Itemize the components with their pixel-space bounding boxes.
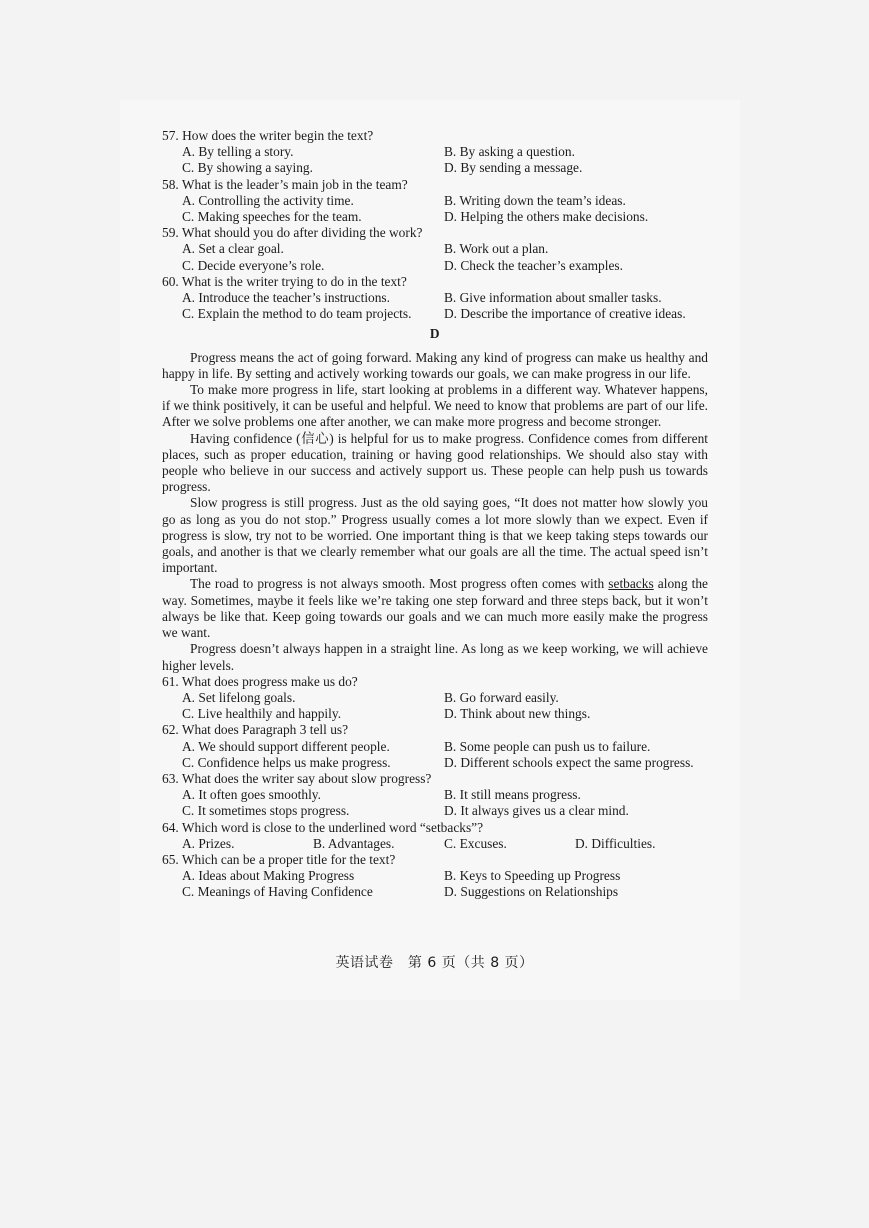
paragraph-3: Having confidence (信心) is helpful for us to make progress. Confidence comes from different places, such as proper education, training or having good relationships. We should also stay with people who believe in our success and actively support us. These people can help push us towards progress. <box>162 430 708 495</box>
page-footer: 英语试卷 第 6 页（共 8 页） <box>335 955 534 971</box>
option-b: B. Keys to Speeding up Progress <box>444 868 621 884</box>
option-b: B. Writing down the team’s ideas. <box>444 192 626 208</box>
question-text: Which word is close to the underlined word “setbacks”? <box>181 819 484 835</box>
option-b: B. It still means progress. <box>444 787 581 803</box>
question-text: What does Paragraph 3 tell us? <box>181 722 349 738</box>
option-d: D. Difficulties. <box>575 835 656 851</box>
option-c: C. Live healthily and happily. <box>182 706 342 722</box>
options <box>162 144 708 176</box>
options <box>162 739 708 771</box>
paragraph-5-part-2: along the way. Sometimes, maybe it feels like we’re taking one step forward and three steps back, but it won’t always be like that. Keep going towards our goals and we can much more easily make the progress we want. <box>162 576 709 641</box>
option-b: B. Go forward easily. <box>444 689 559 705</box>
question-63 <box>162 771 708 820</box>
option-c: C. Explain the method to do team projects. <box>182 306 412 322</box>
option-c: C. Making speeches for the team. <box>182 209 362 225</box>
option-b: B. Work out a plan. <box>444 241 549 257</box>
question-number: 58. <box>162 176 179 192</box>
question-number: 61. <box>162 673 179 689</box>
question-text: What should you do after dividing the work? <box>181 225 423 241</box>
question-number: 62. <box>162 722 179 738</box>
option-d: D. Helping the others make decisions. <box>444 209 649 225</box>
option-c: C. By showing a saying. <box>182 160 313 176</box>
question-58 <box>162 177 708 226</box>
option-d: D. Different schools expect the same progress. <box>444 754 694 770</box>
option-c: C. Confidence helps us make progress. <box>182 754 391 770</box>
option-a: A. Introduce the teacher’s instructions. <box>182 290 390 306</box>
options <box>162 241 708 273</box>
options <box>162 787 708 819</box>
option-b: B. By asking a question. <box>444 144 575 160</box>
option-d: D. Describe the importance of creative ideas. <box>444 306 686 322</box>
option-b: B. Give information about smaller tasks. <box>444 290 662 306</box>
question-text: How does the writer begin the text? <box>182 128 374 143</box>
option-a: A. We should support different people. <box>182 738 390 754</box>
underlined-word: setbacks <box>608 576 654 592</box>
option-c: C. Meanings of Having Confidence <box>182 884 373 900</box>
option-d: D. Suggestions on Relationships <box>444 884 619 900</box>
question-text: What is the leader’s main job in the team? <box>181 176 408 192</box>
question-number: 59. <box>162 225 179 241</box>
exam-page-content <box>162 128 708 901</box>
option-b: B. Advantages. <box>313 835 395 851</box>
option-c: C. It sometimes stops progress. <box>182 803 350 819</box>
question-text: What does progress make us do? <box>181 673 358 689</box>
option-d: D. It always gives us a clear mind. <box>444 803 629 819</box>
option-a: A. By telling a story. <box>182 144 294 160</box>
paragraph-5 <box>162 576 708 641</box>
option-c: C. Excuses. <box>444 835 507 851</box>
paragraph-2: To make more progress in life, start looking at problems in a different way. Whatever happens, if we think positively, it can be useful and helpful. We need to know that problems are part of our life. After we solve problems one after another, we can make more progress and become stronger. <box>162 382 708 430</box>
option-d: D. Think about new things. <box>444 706 591 722</box>
question-59 <box>162 225 708 274</box>
option-c: C. Decide everyone’s role. <box>182 257 325 273</box>
option-a: A. Controlling the activity time. <box>182 192 354 208</box>
question-65 <box>162 852 708 901</box>
section-heading: D <box>429 326 441 342</box>
question-60 <box>162 274 708 323</box>
option-a: A. Set lifelong goals. <box>182 689 296 705</box>
question-text: What does the writer say about slow progress? <box>181 770 432 786</box>
options <box>162 836 708 852</box>
question-number: 60. <box>162 273 179 289</box>
option-a: A. Ideas about Making Progress <box>182 868 355 884</box>
paragraph-1: Progress means the act of going forward. Making any kind of progress can make us healthy and happy in life. By setting and actively working towards our goals, we can make progress in our life. <box>162 349 708 381</box>
paragraph-4: Slow progress is still progress. Just as the old saying goes, “It does not matter how slowly you go as long as you do not stop.” Progress usually comes a lot more slowly than we expect. Even if progress is slow, try not to be worried. One important thing is that we keep taking steps towards our goals, and another is that we clearly remember what our goals are all the time. The actual speed isn’t important. <box>162 495 708 576</box>
option-d: D. Check the teacher’s examples. <box>444 257 623 273</box>
paragraph-5-part-1: The road to progress is not always smooth. Most progress often comes with <box>190 576 609 592</box>
question-62 <box>162 722 708 771</box>
question-61 <box>162 674 708 723</box>
question-number: 65. <box>162 851 179 867</box>
options <box>162 868 708 900</box>
options <box>162 290 708 322</box>
question-number: 64. <box>162 819 179 835</box>
question-64 <box>162 820 708 852</box>
question-57 <box>162 128 708 177</box>
options <box>162 193 708 225</box>
options <box>162 690 708 722</box>
paragraph-6: Progress doesn’t always happen in a straight line. As long as we keep working, we will achieve higher levels. <box>162 641 708 673</box>
option-a: A. Prizes. <box>182 835 235 851</box>
option-d: D. By sending a message. <box>444 160 583 176</box>
option-a: A. Set a clear goal. <box>182 241 284 257</box>
question-text: What is the writer trying to do in the text? <box>181 273 407 289</box>
reading-passage <box>162 350 708 674</box>
option-a: A. It often goes smoothly. <box>182 787 321 803</box>
question-number: 57. <box>162 128 179 143</box>
question-text: Which can be a proper title for the text? <box>181 851 396 867</box>
option-b: B. Some people can push us to failure. <box>444 738 651 754</box>
question-number: 63. <box>162 770 179 786</box>
